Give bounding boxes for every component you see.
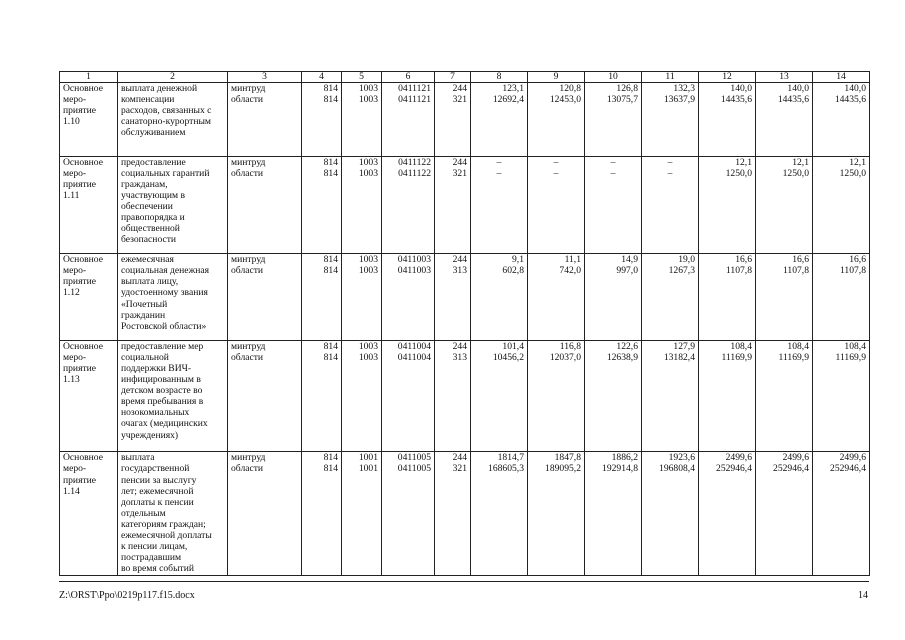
value-cell: 192914,8 [585, 463, 642, 575]
code-cell-c5: 1003 [342, 94, 382, 156]
activity-description-line: общественной [121, 223, 180, 235]
code-cell-c6: 0411122 [382, 156, 435, 168]
value-cell: 11169,9 [699, 352, 756, 452]
value-cell: – [471, 156, 528, 168]
activity-name-line: Основное [63, 452, 103, 464]
activity-description-line: расходов, связанных с [121, 105, 212, 117]
table-row [60, 156, 870, 168]
value-cell: – [471, 168, 528, 254]
activity-description-line: социальной [121, 351, 169, 363]
activity-description [118, 156, 228, 254]
column-number-header: 8 [471, 72, 528, 83]
code-cell-c6: 0411003 [382, 254, 435, 266]
value-cell: 14435,6 [813, 94, 870, 156]
value-cell: 742,0 [528, 265, 585, 340]
value-cell: 1923,6 [642, 452, 699, 464]
value-cell: 19,0 [642, 254, 699, 266]
column-number-header: 7 [435, 72, 471, 83]
code-cell-c7: 244 [435, 340, 471, 352]
value-cell: 2499,6 [699, 452, 756, 464]
table-row [60, 254, 870, 266]
activity-description-line: обслуживанием [121, 127, 186, 139]
code-cell-c6: 0411122 [382, 168, 435, 254]
value-cell: 101,4 [471, 340, 528, 352]
activity-name-line: 1.12 [63, 287, 80, 299]
value-cell: 602,8 [471, 265, 528, 340]
activity-name-line: Основное [63, 340, 103, 352]
value-cell: 1267,3 [642, 265, 699, 340]
column-number-header: 5 [342, 72, 382, 83]
column-number-header: 3 [228, 72, 302, 83]
executor [228, 452, 302, 576]
activity-name-line: Основное [63, 254, 103, 266]
activity-description [118, 83, 228, 157]
activity-name-line: меро- [63, 94, 87, 106]
column-number-header: 10 [585, 72, 642, 83]
activity-name [60, 340, 118, 452]
code-cell-c7: 313 [435, 265, 471, 340]
activity-description-line: выплата денежной [121, 83, 198, 94]
value-cell: 14435,6 [699, 94, 756, 156]
executor-line: области [231, 351, 264, 363]
value-cell: 12692,4 [471, 94, 528, 156]
code-cell-c6: 0411121 [382, 83, 435, 95]
value-cell: 12453,0 [528, 94, 585, 156]
code-cell-c7: 321 [435, 168, 471, 254]
code-cell-c4: 814 [302, 352, 342, 452]
value-cell: 108,4 [699, 340, 756, 352]
activity-name-line: приятие [63, 474, 97, 486]
value-cell: 12,1 [756, 156, 813, 168]
code-cell-c4: 814 [302, 463, 342, 575]
activity-description-line: ежемесячной доплаты [121, 530, 212, 542]
activity-description-line: отдельным [121, 507, 166, 519]
executor [228, 156, 302, 254]
value-cell: 16,6 [756, 254, 813, 266]
value-cell: 13637,9 [642, 94, 699, 156]
activity-description-line: пострадавшим [121, 552, 182, 564]
activity-description-line: нозокомиальных [121, 407, 190, 419]
value-cell: – [528, 168, 585, 254]
code-cell-c5: 1001 [342, 463, 382, 575]
activity-description [118, 254, 228, 341]
executor [228, 254, 302, 341]
value-cell: 108,4 [813, 340, 870, 352]
code-cell-c6: 0411003 [382, 265, 435, 340]
activity-name-line: меро- [63, 351, 87, 363]
activity-description-line: государственной [121, 463, 190, 475]
value-cell: 196808,4 [642, 463, 699, 575]
activity-name-line: меро- [63, 167, 87, 179]
executor-line: области [231, 265, 264, 277]
value-cell: 1107,8 [699, 265, 756, 340]
value-cell: 1107,8 [756, 265, 813, 340]
code-cell-c5: 1003 [342, 352, 382, 452]
code-cell-c4: 814 [302, 340, 342, 352]
value-cell: 14435,6 [756, 94, 813, 156]
value-cell: 1847,8 [528, 452, 585, 464]
activity-name [60, 83, 118, 157]
code-cell-c5: 1003 [342, 340, 382, 352]
column-number-header: 14 [813, 72, 870, 83]
code-cell-c6: 0411004 [382, 352, 435, 452]
value-cell: 1250,0 [813, 168, 870, 254]
executor-line: минтруд [231, 83, 266, 94]
value-cell: 252946,4 [813, 463, 870, 575]
column-number-header: 13 [756, 72, 813, 83]
activity-name-line: меро- [63, 265, 87, 277]
code-cell-c7: 321 [435, 463, 471, 575]
value-cell: 108,4 [756, 340, 813, 352]
value-cell: 997,0 [585, 265, 642, 340]
value-cell: – [642, 156, 699, 168]
code-cell-c6: 0411121 [382, 94, 435, 156]
code-cell-c7: 313 [435, 352, 471, 452]
value-cell: 1814,7 [471, 452, 528, 464]
activity-description-line: время пребывания в [121, 396, 204, 408]
activity-description-line: компенсации [121, 94, 175, 106]
code-cell-c5: 1003 [342, 168, 382, 254]
activity-name-line: 1.11 [63, 189, 80, 201]
activity-description-line: выплата лицу, [121, 276, 179, 288]
column-number-header: 4 [302, 72, 342, 83]
activity-description-line: во время событий [121, 563, 194, 575]
budget-table [59, 71, 870, 576]
value-cell: 127,9 [642, 340, 699, 352]
code-cell-c4: 814 [302, 265, 342, 340]
value-cell: 11169,9 [756, 352, 813, 452]
code-cell-c6: 0411005 [382, 463, 435, 575]
activity-name-line: приятие [63, 178, 97, 190]
activity-name [60, 254, 118, 341]
activity-name-line: 1.10 [63, 116, 80, 128]
value-cell: 122,6 [585, 340, 642, 352]
executor-line: области [231, 94, 264, 106]
value-cell: 12037,0 [528, 352, 585, 452]
value-cell: 140,0 [756, 83, 813, 95]
column-number-header: 1 [60, 72, 118, 83]
value-cell: 14,9 [585, 254, 642, 266]
executor-line: минтруд [231, 254, 266, 266]
activity-description-line: ежемесячная [121, 254, 174, 266]
value-cell: 2499,6 [813, 452, 870, 464]
value-cell: 116,8 [528, 340, 585, 352]
value-cell: 12638,9 [585, 352, 642, 452]
column-number-header: 6 [382, 72, 435, 83]
activity-description-line: санаторно-курортным [121, 116, 211, 128]
activity-description-line: поддержки ВИЧ- [121, 362, 192, 374]
code-cell-c4: 814 [302, 94, 342, 156]
executor-line: минтруд [231, 452, 266, 464]
code-cell-c7: 244 [435, 452, 471, 464]
value-cell: 1886,2 [585, 452, 642, 464]
activity-description-line: безопасности [121, 234, 177, 246]
column-number-header: 11 [642, 72, 699, 83]
value-cell: 252946,4 [699, 463, 756, 575]
code-cell-c6: 0411004 [382, 340, 435, 352]
value-cell: 1250,0 [756, 168, 813, 254]
code-cell-c5: 1001 [342, 452, 382, 464]
value-cell: 16,6 [699, 254, 756, 266]
value-cell: 189095,2 [528, 463, 585, 575]
activity-description-line: учреждениях) [121, 429, 179, 441]
activity-description-line: лет; ежемесячной [121, 485, 194, 497]
activity-description-line: предоставление [121, 156, 186, 168]
value-cell: 140,0 [813, 83, 870, 95]
code-cell-c4: 814 [302, 168, 342, 254]
activity-description-line: обеспечении [121, 200, 173, 212]
code-cell-c5: 1003 [342, 265, 382, 340]
value-cell: 140,0 [699, 83, 756, 95]
value-cell: 13075,7 [585, 94, 642, 156]
value-cell: 168605,3 [471, 463, 528, 575]
value-cell: – [642, 168, 699, 254]
activity-description-line: очагах (медицинских [121, 418, 208, 430]
code-cell-c4: 814 [302, 156, 342, 168]
executor-line: минтруд [231, 156, 266, 168]
activity-description-line: к пенсии лицам, [121, 541, 188, 553]
column-number-header: 9 [528, 72, 585, 83]
activity-name [60, 452, 118, 576]
value-cell: 11,1 [528, 254, 585, 266]
table-row [60, 452, 870, 464]
header-row [60, 72, 870, 83]
activity-description [118, 340, 228, 452]
value-cell: 16,6 [813, 254, 870, 266]
value-cell: 1107,8 [813, 265, 870, 340]
activity-description-line: категориям граждан; [121, 518, 206, 530]
executor-line: области [231, 167, 264, 179]
activity-description-line: гражданам, [121, 178, 168, 190]
executor-line: минтруд [231, 340, 266, 352]
code-cell-c7: 244 [435, 156, 471, 168]
value-cell: 120,8 [528, 83, 585, 95]
executor-line: области [231, 463, 264, 475]
table-row [60, 83, 870, 95]
value-cell: 12,1 [813, 156, 870, 168]
value-cell: – [528, 156, 585, 168]
value-cell: 123,1 [471, 83, 528, 95]
activity-description-line: «Почетный [121, 298, 168, 310]
code-cell-c4: 814 [302, 254, 342, 266]
value-cell: 13182,4 [642, 352, 699, 452]
activity-description-line: удостоенному звания [121, 287, 208, 299]
activity-name-line: приятие [63, 362, 97, 374]
value-cell: – [585, 168, 642, 254]
executor [228, 340, 302, 452]
code-cell-c5: 1003 [342, 83, 382, 95]
activity-name-line: меро- [63, 463, 87, 475]
activity-description-line: предоставление мер [121, 340, 204, 352]
value-cell: 2499,6 [756, 452, 813, 464]
activity-description-line: инфицированным в [121, 374, 201, 386]
activity-name-line: приятие [63, 105, 97, 117]
code-cell-c7: 244 [435, 254, 471, 266]
table-row [60, 340, 870, 352]
activity-description-line: пенсии за выслугу [121, 474, 197, 486]
activity-description-line: социальных гарантий [121, 167, 210, 179]
value-cell: 10456,2 [471, 352, 528, 452]
value-cell: 126,8 [585, 83, 642, 95]
value-cell: 1250,0 [699, 168, 756, 254]
activity-description-line: детском возрасте во [121, 385, 203, 397]
activity-name-line: 1.13 [63, 374, 80, 386]
file-path: Z:\ORST\Ppo\0219p117.f15.docx [59, 590, 195, 601]
value-cell: 132,3 [642, 83, 699, 95]
activity-name-line: 1.14 [63, 485, 80, 497]
code-cell-c6: 0411005 [382, 452, 435, 464]
column-number-header: 12 [699, 72, 756, 83]
executor [228, 83, 302, 157]
activity-description-line: участвующим в [121, 189, 186, 201]
activity-name-line: Основное [63, 156, 103, 168]
activity-description-line: доплаты к пенсии [121, 496, 194, 508]
value-cell: 9,1 [471, 254, 528, 266]
activity-description-line: выплата [121, 452, 155, 464]
activity-description-line: социальная денежная [121, 265, 209, 277]
column-number-header: 2 [118, 72, 228, 83]
code-cell-c7: 321 [435, 94, 471, 156]
activity-description [118, 452, 228, 576]
activity-name [60, 156, 118, 254]
value-cell: 12,1 [699, 156, 756, 168]
code-cell-c4: 814 [302, 452, 342, 464]
value-cell: 11169,9 [813, 352, 870, 452]
activity-description-line: Ростовской области» [121, 320, 207, 332]
activity-name-line: Основное [63, 83, 103, 94]
code-cell-c5: 1003 [342, 156, 382, 168]
table-bottom-border [59, 581, 869, 582]
activity-description-line: гражданин [121, 309, 166, 321]
activity-name-line: приятие [63, 276, 97, 288]
code-cell-c5: 1003 [342, 254, 382, 266]
code-cell-c7: 244 [435, 83, 471, 95]
activity-description-line: правопорядка и [121, 212, 185, 224]
value-cell: – [585, 156, 642, 168]
code-cell-c4: 814 [302, 83, 342, 95]
page-number: 14 [858, 590, 868, 601]
value-cell: 252946,4 [756, 463, 813, 575]
